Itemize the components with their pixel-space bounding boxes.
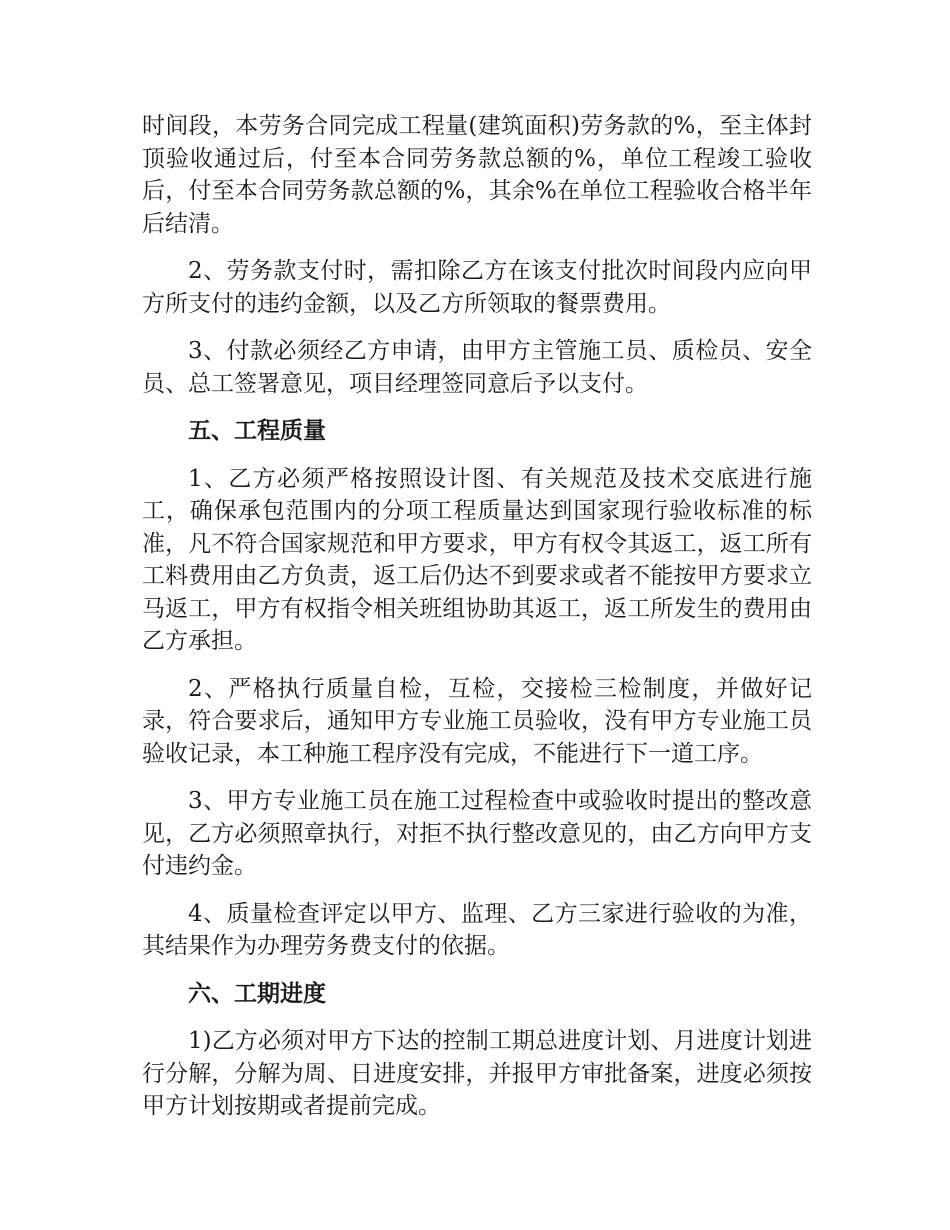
paragraph-schedule-plan: 1)乙方必须对甲方下达的控制工期总进度计划、月进度计划进行分解，分解为周、日进度安排，并报甲方审批备案，进度必须按甲方计划按期或者提前完成。 (142, 1028, 812, 1119)
paragraph-quality-acceptance: 4、质量检查评定以甲方、监理、乙方三家进行验收的为准，其结果作为办理劳务费支付的依据。 (142, 900, 812, 959)
paragraph-quality-standards: 1、乙方必须严格按照设计图、有关规范及技术交底进行施工，确保承包范围内的分项工程质量达到国家现行验收标准的标准，凡不符合国家规范和甲方要求，甲方有权令其返工，返工所有工料费用由乙方负责，返工后仍达不到要求或者不能按甲方要求立马返工，甲方有权指令相关班组协助其返工，返工所发生的费用由乙方承担。 (142, 465, 812, 654)
paragraph-payment-deduction: 2、劳务款支付时，需扣除乙方在该支付批次时间段内应向甲方所支付的违约金额，以及乙方所领取的餐票费用。 (142, 258, 812, 317)
paragraph-quality-rectification: 3、甲方专业施工员在施工过程检查中或验收时提出的整改意见，乙方必须照章执行，对拒不执行整改意见的，由乙方向甲方支付违约金。 (142, 788, 812, 879)
paragraph-payment-approval: 3、付款必须经乙方申请，由甲方主管施工员、质检员、安全员、总工签署意见，项目经理签同意后予以支付。 (142, 338, 812, 397)
paragraph-quality-inspection: 2、严格执行质量自检，互检，交接检三检制度，并做好记录，符合要求后，通知甲方专业施工员验收，没有甲方专业施工员验收记录，本工种施工程序没有完成，不能进行下一道工序。 (142, 675, 812, 767)
document-body (142, 110, 812, 1138)
section-heading-schedule: 六、工期进度 (188, 979, 326, 1007)
paragraph-payment-schedule: 时间段，本劳务合同完成工程量(建筑面积)劳务款的%，至主体封顶验收通过后，付至本合同劳务款总额的%，单位工程竣工验收后，付至本合同劳务款总额的%，其余%在单位工程验收合格半年后结清。 (142, 113, 812, 237)
section-heading-quality: 五、工程质量 (188, 417, 326, 444)
